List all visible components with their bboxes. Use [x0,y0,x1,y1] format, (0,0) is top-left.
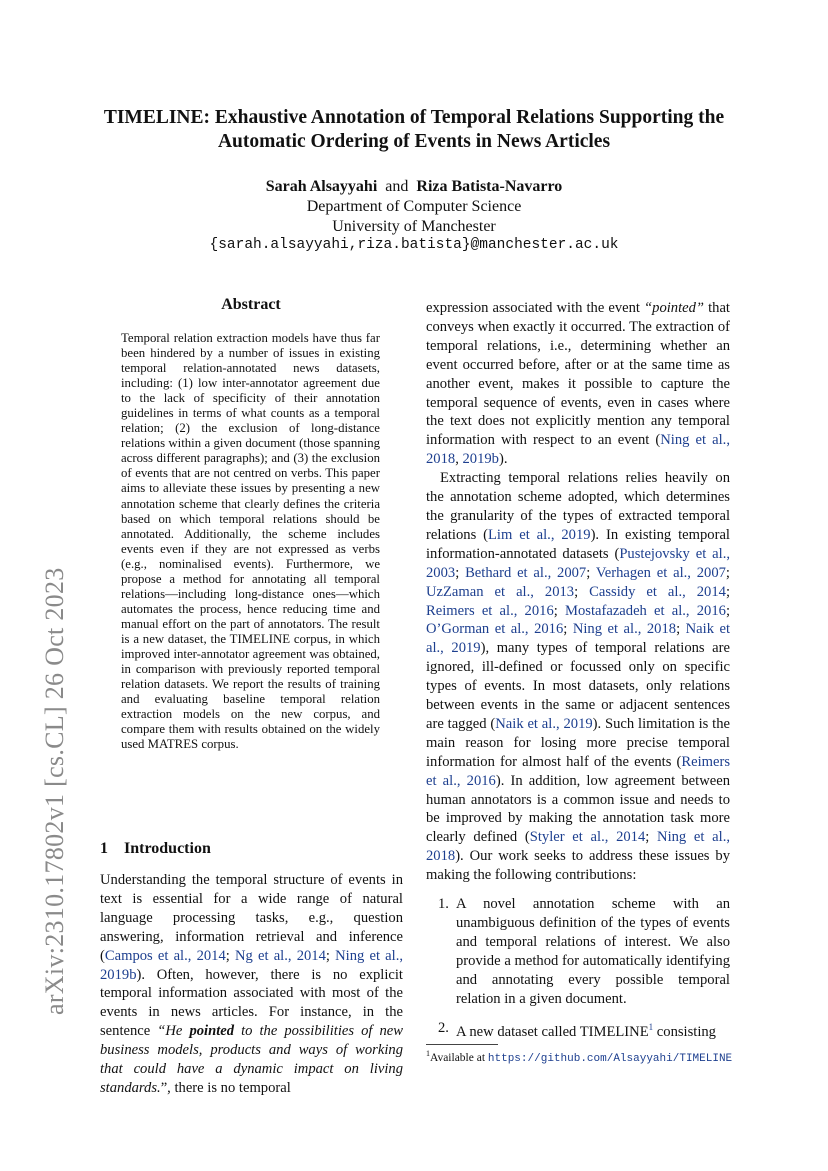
footnote-text: Available at [430,1051,488,1064]
author-name: Riza Batista-Navarro [416,178,563,195]
citation-link[interactable]: O’Gorman et al., 2016 [426,621,564,638]
section-heading-introduction [100,840,211,858]
affiliation-department: Department of Computer Science [306,198,522,215]
citation-link[interactable]: Cassidy et al., 2014 [589,583,726,600]
text-run: ). Often, however, there is no explicit temporal information associated with most of the events in news articles. For instance, in the sentence [100,966,403,1040]
citation-link[interactable]: Naik et al., 2019 [495,715,593,732]
list-item-text: A novel annotation scheme with an unambiguous definition of the types of events and temporal relations of interest. We also provide a method for automatically identifying and annotating every possible temporal relation in a given document. [456,896,730,1007]
footnote-url-link[interactable]: https://github.com/Alsayyahi/TIMELINE [487,1052,733,1065]
list-item [426,1019,730,1043]
list-marker: 1. [438,896,449,913]
list-item-text: A new dataset called TIMELINE$^1$ consisting [456,1022,716,1041]
citation-link[interactable]: Ning et al., 2018 [426,432,730,468]
text-run: ; [325,947,336,964]
abstract-heading: Abstract [221,296,281,313]
citation-link[interactable]: Verhagen et al., 2007 [595,564,726,581]
citation-link[interactable]: Bethard et al., 2007 [465,564,587,581]
citation-link[interactable]: UzZaman et al., 2013 [426,583,575,600]
emphasized-event: pointed [189,1023,235,1040]
citation-link[interactable]: Ning et al., 2018 [572,621,677,638]
citation-link[interactable]: Campos et al., 2014 [104,947,226,964]
citation-link[interactable]: Pustejovsky et al., 2003 [426,545,730,581]
author-emails[interactable]: {sarah.alsayyahi,riza.batista}@manchester.ac.uk [209,237,619,253]
citation-link[interactable]: Reimers et al., 2016 [426,602,554,619]
list-item [426,895,730,1008]
list-marker: 2. [438,1019,449,1036]
intro-paragraph [100,871,403,1098]
author-line [90,177,738,197]
paper-title: TIMELINE: Exhaustive Annotation of Temporal Relations Supporting the Automatic Ordering of Events in News Articles [103,107,725,152]
citation-link[interactable]: Styler et al., 2014 [529,829,646,846]
contributions-list [426,895,730,1042]
section-title: Introduction [124,840,211,857]
citation-link[interactable]: 2019b [462,451,499,468]
citation-link[interactable]: Ning et al., 2018 [426,829,730,865]
citation-link[interactable]: Ng et al., 2014 [235,947,326,964]
abstract-body: Temporal relation extraction models have thus far been hindered by a number of issues in existing temporal relation-annotated news datasets, including: (1) low inter-annotator agreement due to the lack of specificity of their annotation guidelines in terms of what counts as a temporal relation; (2) the exclusion of long-distance relations within a given document (those spanning across different paragraphs); and (3) the exclusion of events that are not centred on verbs. This paper aims to alleviate these issues by presenting a new annotation scheme that clearly defines the criteria based on which temporal relations should be annotated. Additionally, the scheme includes events even if they are not expressed as verbs (e.g., nominalised events). Furthermore, we propose a method for annotating all temporal relations—including long-distance ones—which automates the process, hence reducing time and manual effort on the part of annotators. The result is a new dataset, the TIMELINE corpus, in which improved inter-annotator agreement was obtained, in comparison with previously reported temporal relation datasets. We report the results of training and evaluating baseline temporal relation extraction models on the new corpus, and compare them with results obtained on the widely used MATRES corpus. [121,331,380,752]
arxiv-stamp: arXiv:2310.17802v1 [cs.CL] 26 Oct 2023 [40,567,69,1015]
text-run: ” [160,1079,168,1096]
footnote-number: 1 [426,1049,430,1058]
author-conjunction: and [385,178,409,195]
author-name: Sarah Alsayyahi [265,178,378,195]
citation-link[interactable]: Naik et al., 2019 [426,621,731,657]
citation-link[interactable]: Lim et al., 2019 [488,526,591,543]
example-quote: “He pointed to the possibilities of new business models, products and ways of working that could have a dynamic impact on living standards. [100,1023,403,1096]
text-run: Understanding the temporal structure of events in text is essential for a wide range of natural language processing tasks, e.g., question answering, information retrieval and inference ( [100,872,403,964]
citation-link[interactable]: Ning et al., 2019b [100,947,404,983]
citation-link[interactable]: Mostafazadeh et al., 2016 [565,602,726,619]
footnote-divider [426,1044,498,1045]
text-run: ; [225,947,235,964]
paragraph: expression associated with the event “pointed” that conveys when exactly it occurred. The extraction of temporal relations, i.e., determining whether an event occurred before, after or at the same time as another event, makes it possible to capture the temporal sequence of events, even in cases where the text does not explicitly mention any temporal information with respect to an event (Ning et al., 2018, 2019b). [426,300,730,468]
right-column [426,299,730,1052]
text-run: , there is no temporal [167,1079,291,1096]
paragraph: Extracting temporal relations relies heavily on the annotation scheme adopted, which determines the granularity of the types of extracted temporal relations (Lim et al., 2019). In existing temporal information-annotated datasets (Pustejovsky et al., 2003; Bethard et al., 2007; Verhagen et al., 2007; UzZaman et al., 2013; Cassidy et al., 2014; Reimers et al., 2016; Mostafazadeh et al., 2016; O’Gorman et al., 2016; Ning et al., 2018; Naik et al., 2019), many types of temporal relations are ignored, ill-defined or focussed only on specific types of events. In most datasets, only relations between events in the same or adjacent sentences are tagged (Naik et al., 2019). Such limitation is the main reason for losing more precise temporal information for almost half of the events (Reimers et al., 2016). In addition, low agreement between human annotators is a common issue and needs to be improved by making the annotation task more clearly defined (Styler et al., 2014; Ning et al., 2018). Our work seeks to address these issues by making the following contributions: [426,470,731,884]
section-number: 1 [100,840,108,857]
footnote-marker[interactable]: 1 [648,1022,654,1033]
citation-link[interactable]: Reimers et al., 2016 [426,753,730,789]
affiliation-university: University of Manchester [332,218,496,235]
emphasized-event: “pointed” [644,300,705,316]
footnote [426,1046,736,1067]
